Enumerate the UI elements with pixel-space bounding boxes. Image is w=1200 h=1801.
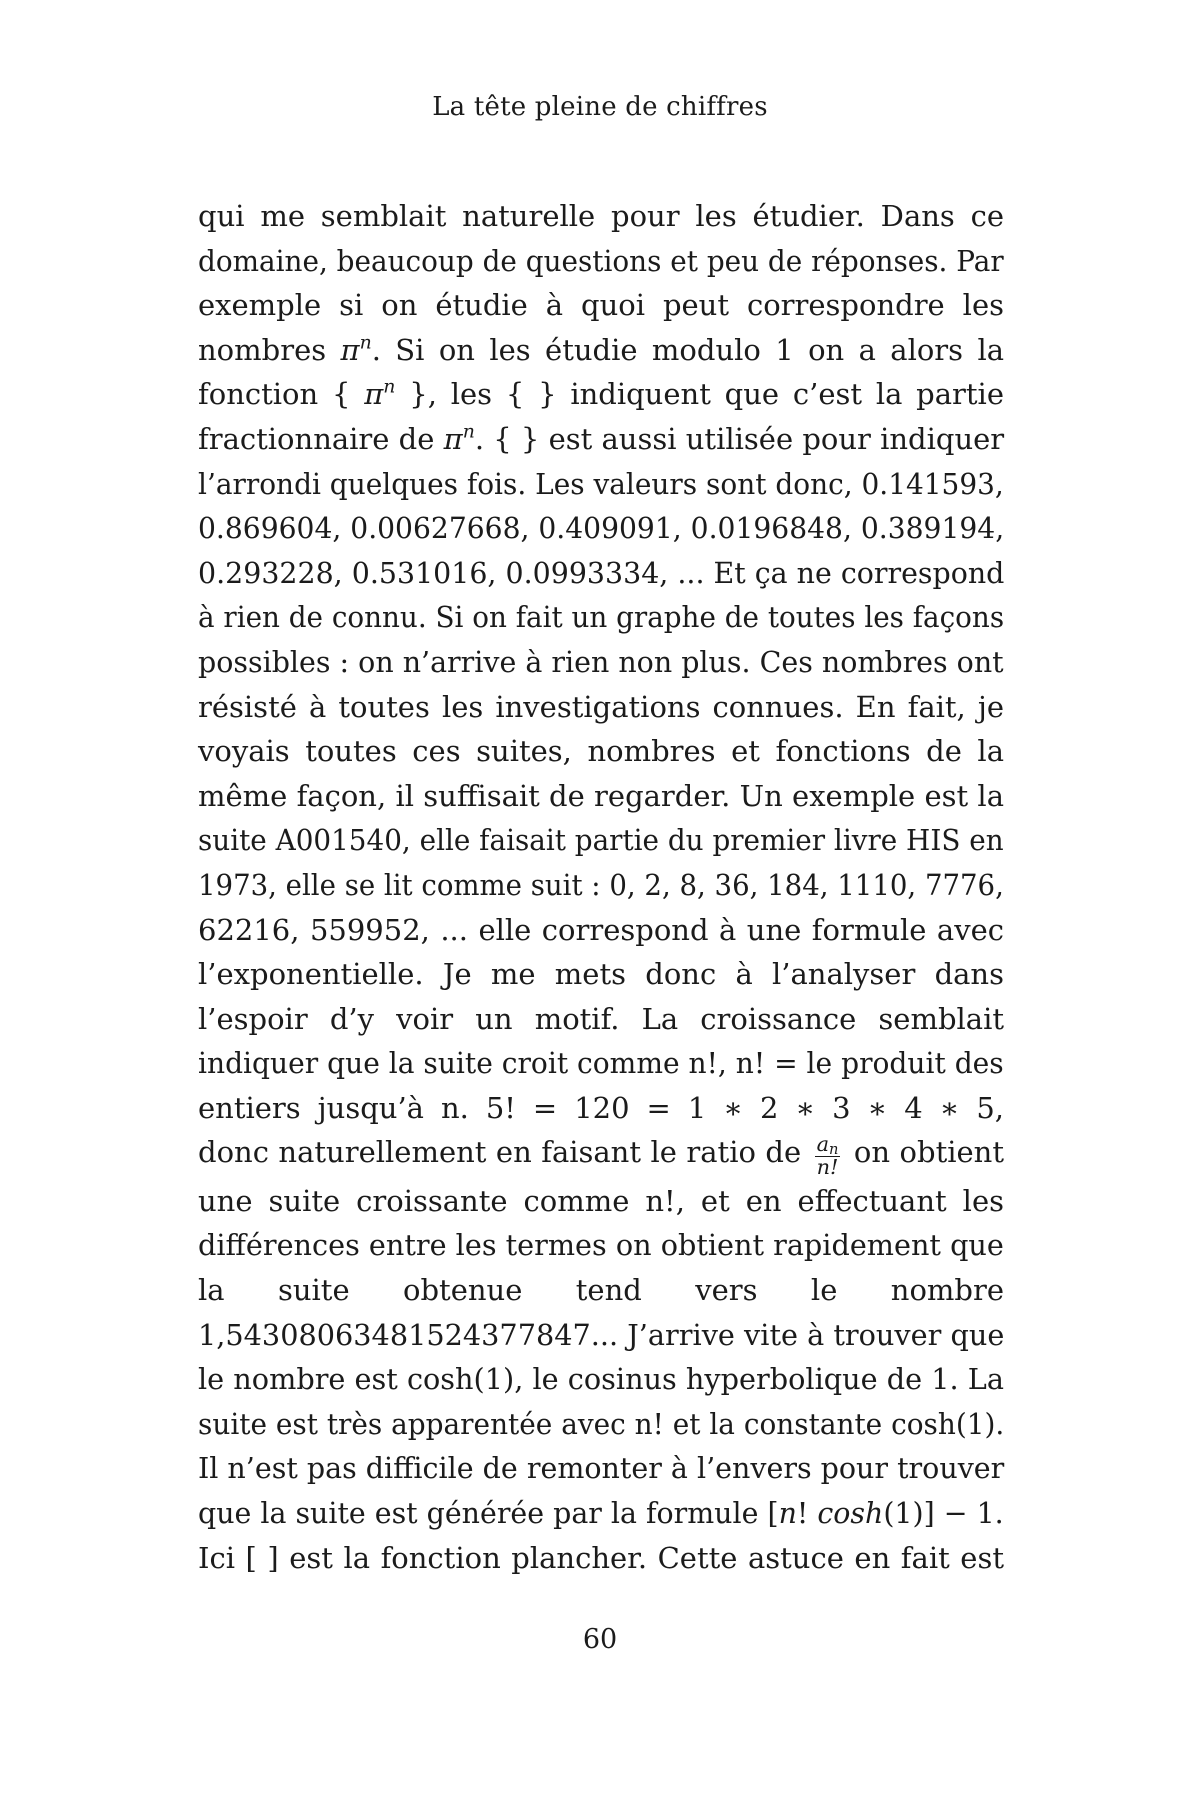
text-run: . { } est aussi utilisée pour indiquer — [474, 421, 1005, 456]
text-line — [198, 908, 1004, 953]
text-line — [198, 863, 1004, 908]
text-run: entiers jusqu’à n. 5! = 120 = 1 ∗ 2 ∗ 3 ∗ 4 ∗ 5, — [198, 1090, 1004, 1125]
text-run: 62216, 559952, ... elle correspond à une formule avec — [198, 912, 1004, 947]
text-line — [198, 1130, 1004, 1178]
text-run: donc naturellement en faisant le ratio de — [198, 1135, 811, 1170]
fraction-denominator: n! — [816, 1154, 839, 1179]
text-line — [198, 551, 1005, 596]
text-run: l’arrondi quelques fois. Les valeurs sont donc, 0.141593, — [198, 466, 1004, 501]
text-run: voyais toutes ces suites, nombres et fonctions de la — [198, 734, 1004, 769]
text-run: l’espoir d’y voir un motif. La croissance semblait — [198, 1001, 1004, 1036]
text-run: l’exponentielle. Je me mets donc à l’analyser dans — [198, 957, 1004, 992]
text-run: on obtient — [844, 1135, 1004, 1170]
text-line — [198, 1536, 1004, 1581]
text-run: que la suite est générée par la formule [ — [198, 1496, 779, 1531]
text-line — [198, 1446, 1005, 1491]
text-line — [198, 506, 1005, 551]
math-symbol — [444, 422, 475, 456]
text-run: }, les { } indiquent que c’est la partie — [395, 377, 1004, 412]
text-line — [198, 417, 1004, 462]
text-line — [198, 1268, 1004, 1313]
text-line — [198, 1179, 1004, 1224]
text-line — [198, 239, 1004, 284]
page-number: 60 — [582, 1624, 618, 1655]
text-line — [198, 818, 1004, 863]
running-header: La tête pleine de chiffres — [432, 92, 768, 122]
text-line — [198, 640, 1004, 685]
text-run: 1973, elle se lit comme suit : 0, 2, 8, 36, 184, 1110, 7776, — [198, 867, 1004, 902]
text-line — [198, 729, 1004, 774]
text-line — [198, 283, 1004, 328]
text-line — [198, 1041, 1004, 1086]
text-run: possibles : on n’arrive à rien non plus. Ces nombres ont — [198, 644, 1004, 679]
math-base: π — [340, 332, 360, 367]
text-line — [198, 462, 1004, 507]
text-run: Ici [ ] est la fonction plancher. Cette astuce en fait est — [198, 1540, 1004, 1575]
text-run: exemple si on étudie à quoi peut correspondre les — [198, 288, 1004, 323]
fraction-numerator — [815, 1134, 841, 1157]
text-line — [198, 372, 1004, 417]
fraction — [815, 1134, 841, 1179]
math-base: π — [443, 421, 463, 456]
text-run: 0.293228, 0.531016, 0.0993334, ... Et ça ne correspond — [198, 555, 1005, 590]
text-line — [198, 952, 1004, 997]
text-line — [198, 774, 1004, 819]
text-line — [198, 685, 1004, 730]
text-line — [198, 1223, 1004, 1268]
text-line — [198, 1491, 1004, 1536]
math-exponent: n — [359, 332, 372, 354]
text-run: domaine, beaucoup de questions et peu de réponses. Par — [198, 243, 1004, 278]
text-run: même façon, il suffisait de regarder. Un exemple est la — [198, 778, 1004, 813]
text-run: une suite croissante comme n!, et en effectuant les — [198, 1183, 1004, 1218]
text-run: Il n’est pas difficile de remonter à l’envers pour trouver — [198, 1451, 1005, 1486]
text-run: différences entre les termes on obtient rapidement que — [198, 1228, 1004, 1263]
text-run: 0.869604, 0.00627668, 0.409091, 0.0196848, 0.389194, — [198, 511, 1005, 546]
text-run: la suite obtenue tend vers le nombre — [198, 1273, 1004, 1308]
math-exponent: n — [383, 377, 396, 399]
math-symbol — [817, 1496, 883, 1530]
text-run: 1,54308063481524377847... J’arrive vite à trouver que — [198, 1317, 1005, 1352]
text-run: ! — [796, 1496, 818, 1531]
text-run: suite est très apparentée avec n! et la constante cosh(1). — [198, 1406, 1005, 1441]
text-line — [198, 1313, 1005, 1358]
text-run: . Si on les étudie modulo 1 on a alors la — [371, 332, 1005, 367]
numerator-subscript: n — [829, 1140, 839, 1158]
text-line — [198, 194, 1004, 239]
body-text — [198, 194, 1004, 1580]
text-line — [198, 1402, 1005, 1447]
math-symbol — [341, 333, 372, 367]
text-run: le nombre est cosh(1), le cosinus hyperbolique de 1. La — [198, 1362, 1004, 1397]
text-run: (1)] − 1. — [883, 1496, 1004, 1531]
math-base: n — [778, 1496, 797, 1531]
text-run: fractionnaire de — [198, 421, 444, 456]
text-line — [198, 1086, 1004, 1131]
math-base: cosh — [817, 1496, 884, 1531]
text-line — [198, 328, 1004, 373]
text-run: nombres — [198, 332, 341, 367]
text-run: à rien de connu. Si on fait un graphe de toutes les façons — [198, 600, 1005, 635]
text-run: suite A001540, elle faisait partie du premier livre HIS en — [198, 823, 1004, 858]
math-base: π — [364, 377, 384, 412]
text-run: qui me semblait naturelle pour les étudier. Dans ce — [198, 199, 1004, 233]
math-exponent: n — [462, 421, 475, 443]
text-run: fonction { — [198, 377, 365, 412]
math-symbol — [364, 377, 395, 411]
math-symbol — [779, 1496, 797, 1530]
text-line — [198, 997, 1004, 1042]
text-line — [198, 595, 1005, 640]
numerator-base: a — [816, 1132, 830, 1157]
text-run: résisté à toutes les investigations connues. En fait, je — [198, 689, 1004, 724]
text-run: indiquer que la suite croit comme n!, n! = le produit des — [198, 1046, 1004, 1081]
text-line — [198, 1357, 1004, 1402]
